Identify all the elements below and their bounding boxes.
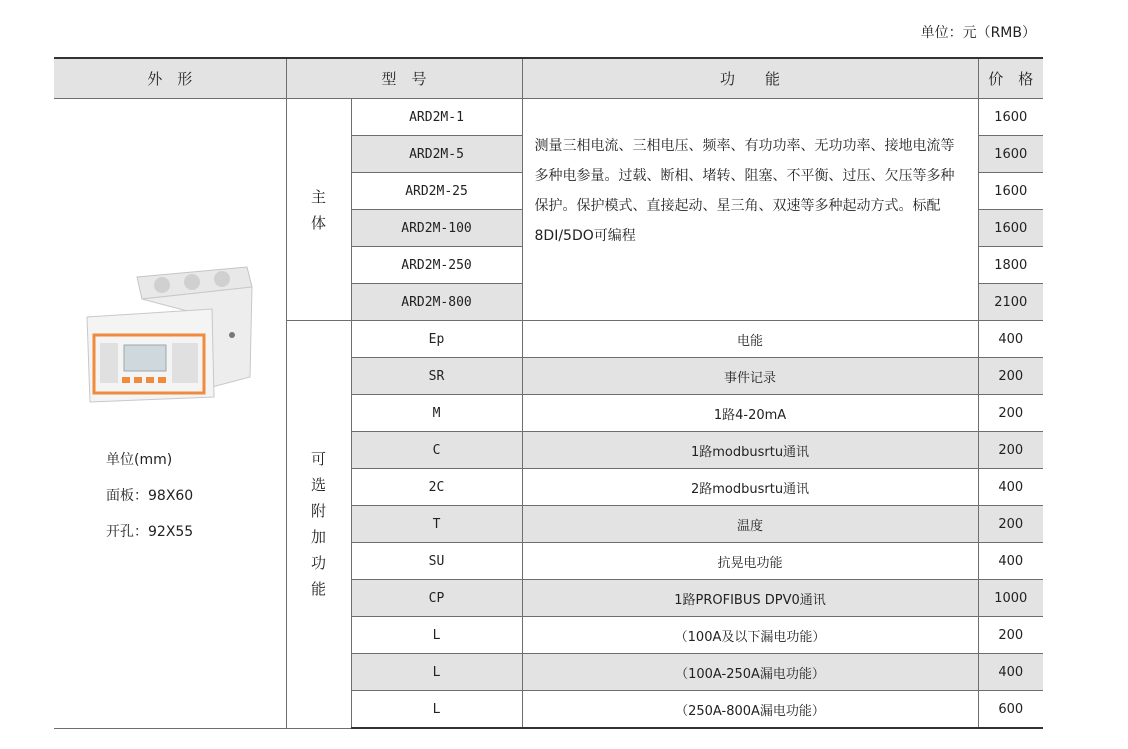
price-cell: 1600: [978, 210, 1043, 247]
dim-panel: 面板：98X60: [106, 488, 194, 504]
main-function-cell: 测量三相电流、三相电压、频率、有功功率、无功功率、接地电流等多种电参量。过载、断相、堵转、阻塞、不平衡、过压、欠压等多种保护。保护模式、直接起动、星三角、双速等多种起动方式。标配8DI/5DO可编程: [522, 99, 978, 321]
header-model: 型 号: [286, 58, 522, 99]
optional-group-label: 可 选 附 加 功 能: [286, 321, 351, 729]
dim-unit: 单位(mm): [106, 452, 173, 468]
price-cell: 200: [978, 432, 1043, 469]
header-row: [54, 58, 1043, 99]
price-cell: 1600: [978, 173, 1043, 210]
function-cell: 温度: [522, 506, 978, 543]
header-price: 价 格: [978, 58, 1043, 99]
price-cell: 200: [978, 358, 1043, 395]
model-cell: T: [351, 506, 522, 543]
function-cell: （100A及以下漏电功能）: [522, 617, 978, 654]
model-cell: 2C: [351, 469, 522, 506]
function-cell: （250A-800A漏电功能）: [522, 691, 978, 729]
model-cell: SR: [351, 358, 522, 395]
model-cell: C: [351, 432, 522, 469]
model-cell: L: [351, 654, 522, 691]
model-cell: ARD2M-5: [351, 136, 522, 173]
model-cell: ARD2M-25: [351, 173, 522, 210]
dim-cutout: 开孔：92X55: [106, 524, 194, 540]
model-cell: ARD2M-250: [351, 247, 522, 284]
model-cell: SU: [351, 543, 522, 580]
model-cell: ARD2M-800: [351, 284, 522, 321]
dimensions: [106, 442, 286, 550]
price-cell: 1600: [978, 99, 1043, 136]
model-cell: L: [351, 691, 522, 729]
function-cell: 1路4-20mA: [522, 395, 978, 432]
function-cell: 抗晃电功能: [522, 543, 978, 580]
price-cell: 200: [978, 617, 1043, 654]
model-cell: L: [351, 617, 522, 654]
model-cell: ARD2M-1: [351, 99, 522, 136]
model-cell: ARD2M-100: [351, 210, 522, 247]
price-cell: 200: [978, 506, 1043, 543]
function-cell: 事件记录: [522, 358, 978, 395]
price-cell: 400: [978, 543, 1043, 580]
model-cell: Ep: [351, 321, 522, 358]
header-appearance: 外 形: [54, 58, 286, 99]
model-cell: CP: [351, 580, 522, 617]
price-table: [54, 57, 1043, 729]
function-cell: 电能: [522, 321, 978, 358]
price-cell: 400: [978, 321, 1043, 358]
function-cell: （100A-250A漏电功能）: [522, 654, 978, 691]
model-cell: M: [351, 395, 522, 432]
price-cell: 400: [978, 654, 1043, 691]
unit-note: 单位：元（RMB）: [920, 25, 1036, 41]
appearance-cell: [54, 99, 286, 729]
price-cell: 2100: [978, 284, 1043, 321]
main-group-label: 主 体: [286, 99, 351, 321]
function-cell: 2路modbusrtu通讯: [522, 469, 978, 506]
price-cell: 200: [978, 395, 1043, 432]
price-cell: 1000: [978, 580, 1043, 617]
header-function: 功 能: [522, 58, 978, 99]
device-image: [82, 257, 257, 407]
function-cell: 1路PROFIBUS DPV0通讯: [522, 580, 978, 617]
function-cell: 1路modbusrtu通讯: [522, 432, 978, 469]
price-cell: 400: [978, 469, 1043, 506]
price-cell: 1600: [978, 136, 1043, 173]
price-cell: 1800: [978, 247, 1043, 284]
table-row: [54, 99, 1043, 136]
price-cell: 600: [978, 691, 1043, 729]
